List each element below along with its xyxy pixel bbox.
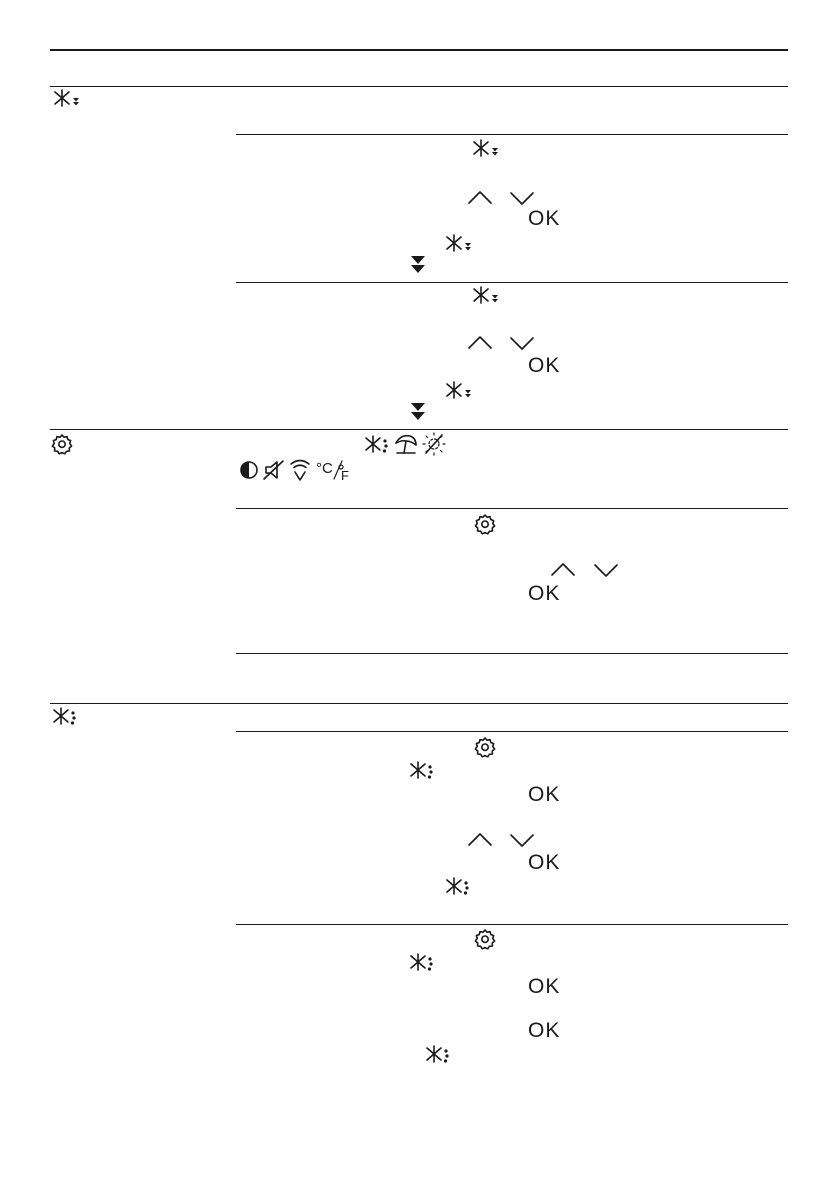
super-freeze-icon xyxy=(445,233,473,255)
chevron-down-icon xyxy=(509,190,535,206)
section-divider xyxy=(50,429,788,430)
snowflake-drops-icon xyxy=(364,434,390,456)
chevron-up-icon xyxy=(467,832,493,848)
row-divider xyxy=(236,134,788,135)
snowflake-drops-icon xyxy=(52,706,78,728)
super-freeze-icon xyxy=(445,380,473,402)
super-freeze-icon xyxy=(472,285,500,307)
speaker-off-icon xyxy=(263,459,287,481)
header-rule xyxy=(50,49,788,51)
table-top-rule xyxy=(50,86,788,87)
super-freeze-icon xyxy=(472,138,500,160)
ok-label: OK xyxy=(528,783,561,806)
ok-label: OK xyxy=(528,354,561,377)
beach-umbrella-icon xyxy=(393,433,419,457)
gear-icon xyxy=(474,736,496,758)
ok-label: OK xyxy=(528,207,561,230)
snowflake-drops-icon xyxy=(445,876,471,898)
gear-icon xyxy=(474,513,496,535)
row-divider xyxy=(236,282,788,283)
ok-label: OK xyxy=(528,1019,561,1042)
double-arrow-down-icon xyxy=(409,255,427,275)
row-divider xyxy=(236,653,788,654)
chevron-up-icon xyxy=(467,190,493,206)
snowflake-drops-icon xyxy=(425,1044,451,1066)
row-divider xyxy=(236,508,788,509)
half-circle-icon xyxy=(239,460,259,480)
chevron-down-icon xyxy=(593,562,619,578)
row-divider xyxy=(236,924,788,925)
chevron-up-icon xyxy=(550,562,576,578)
super-freeze-icon xyxy=(53,88,81,110)
snowflake-drops-icon xyxy=(409,760,435,782)
unit-c-label: °C xyxy=(316,460,333,477)
row-divider xyxy=(236,731,788,732)
snowflake-drops-icon xyxy=(409,952,435,974)
unit-f-label: F xyxy=(341,468,349,483)
ok-label: OK xyxy=(528,975,561,998)
double-arrow-down-icon xyxy=(409,402,427,422)
section-divider xyxy=(50,703,788,704)
chevron-down-icon xyxy=(509,832,535,848)
ok-label: OK xyxy=(528,582,561,605)
sun-off-icon xyxy=(421,432,447,456)
gear-icon xyxy=(474,928,496,950)
ok-label: OK xyxy=(528,851,561,874)
gear-icon xyxy=(51,433,73,455)
wifi-icon xyxy=(289,458,311,482)
chevron-up-icon xyxy=(467,335,493,351)
chevron-down-icon xyxy=(509,335,535,351)
